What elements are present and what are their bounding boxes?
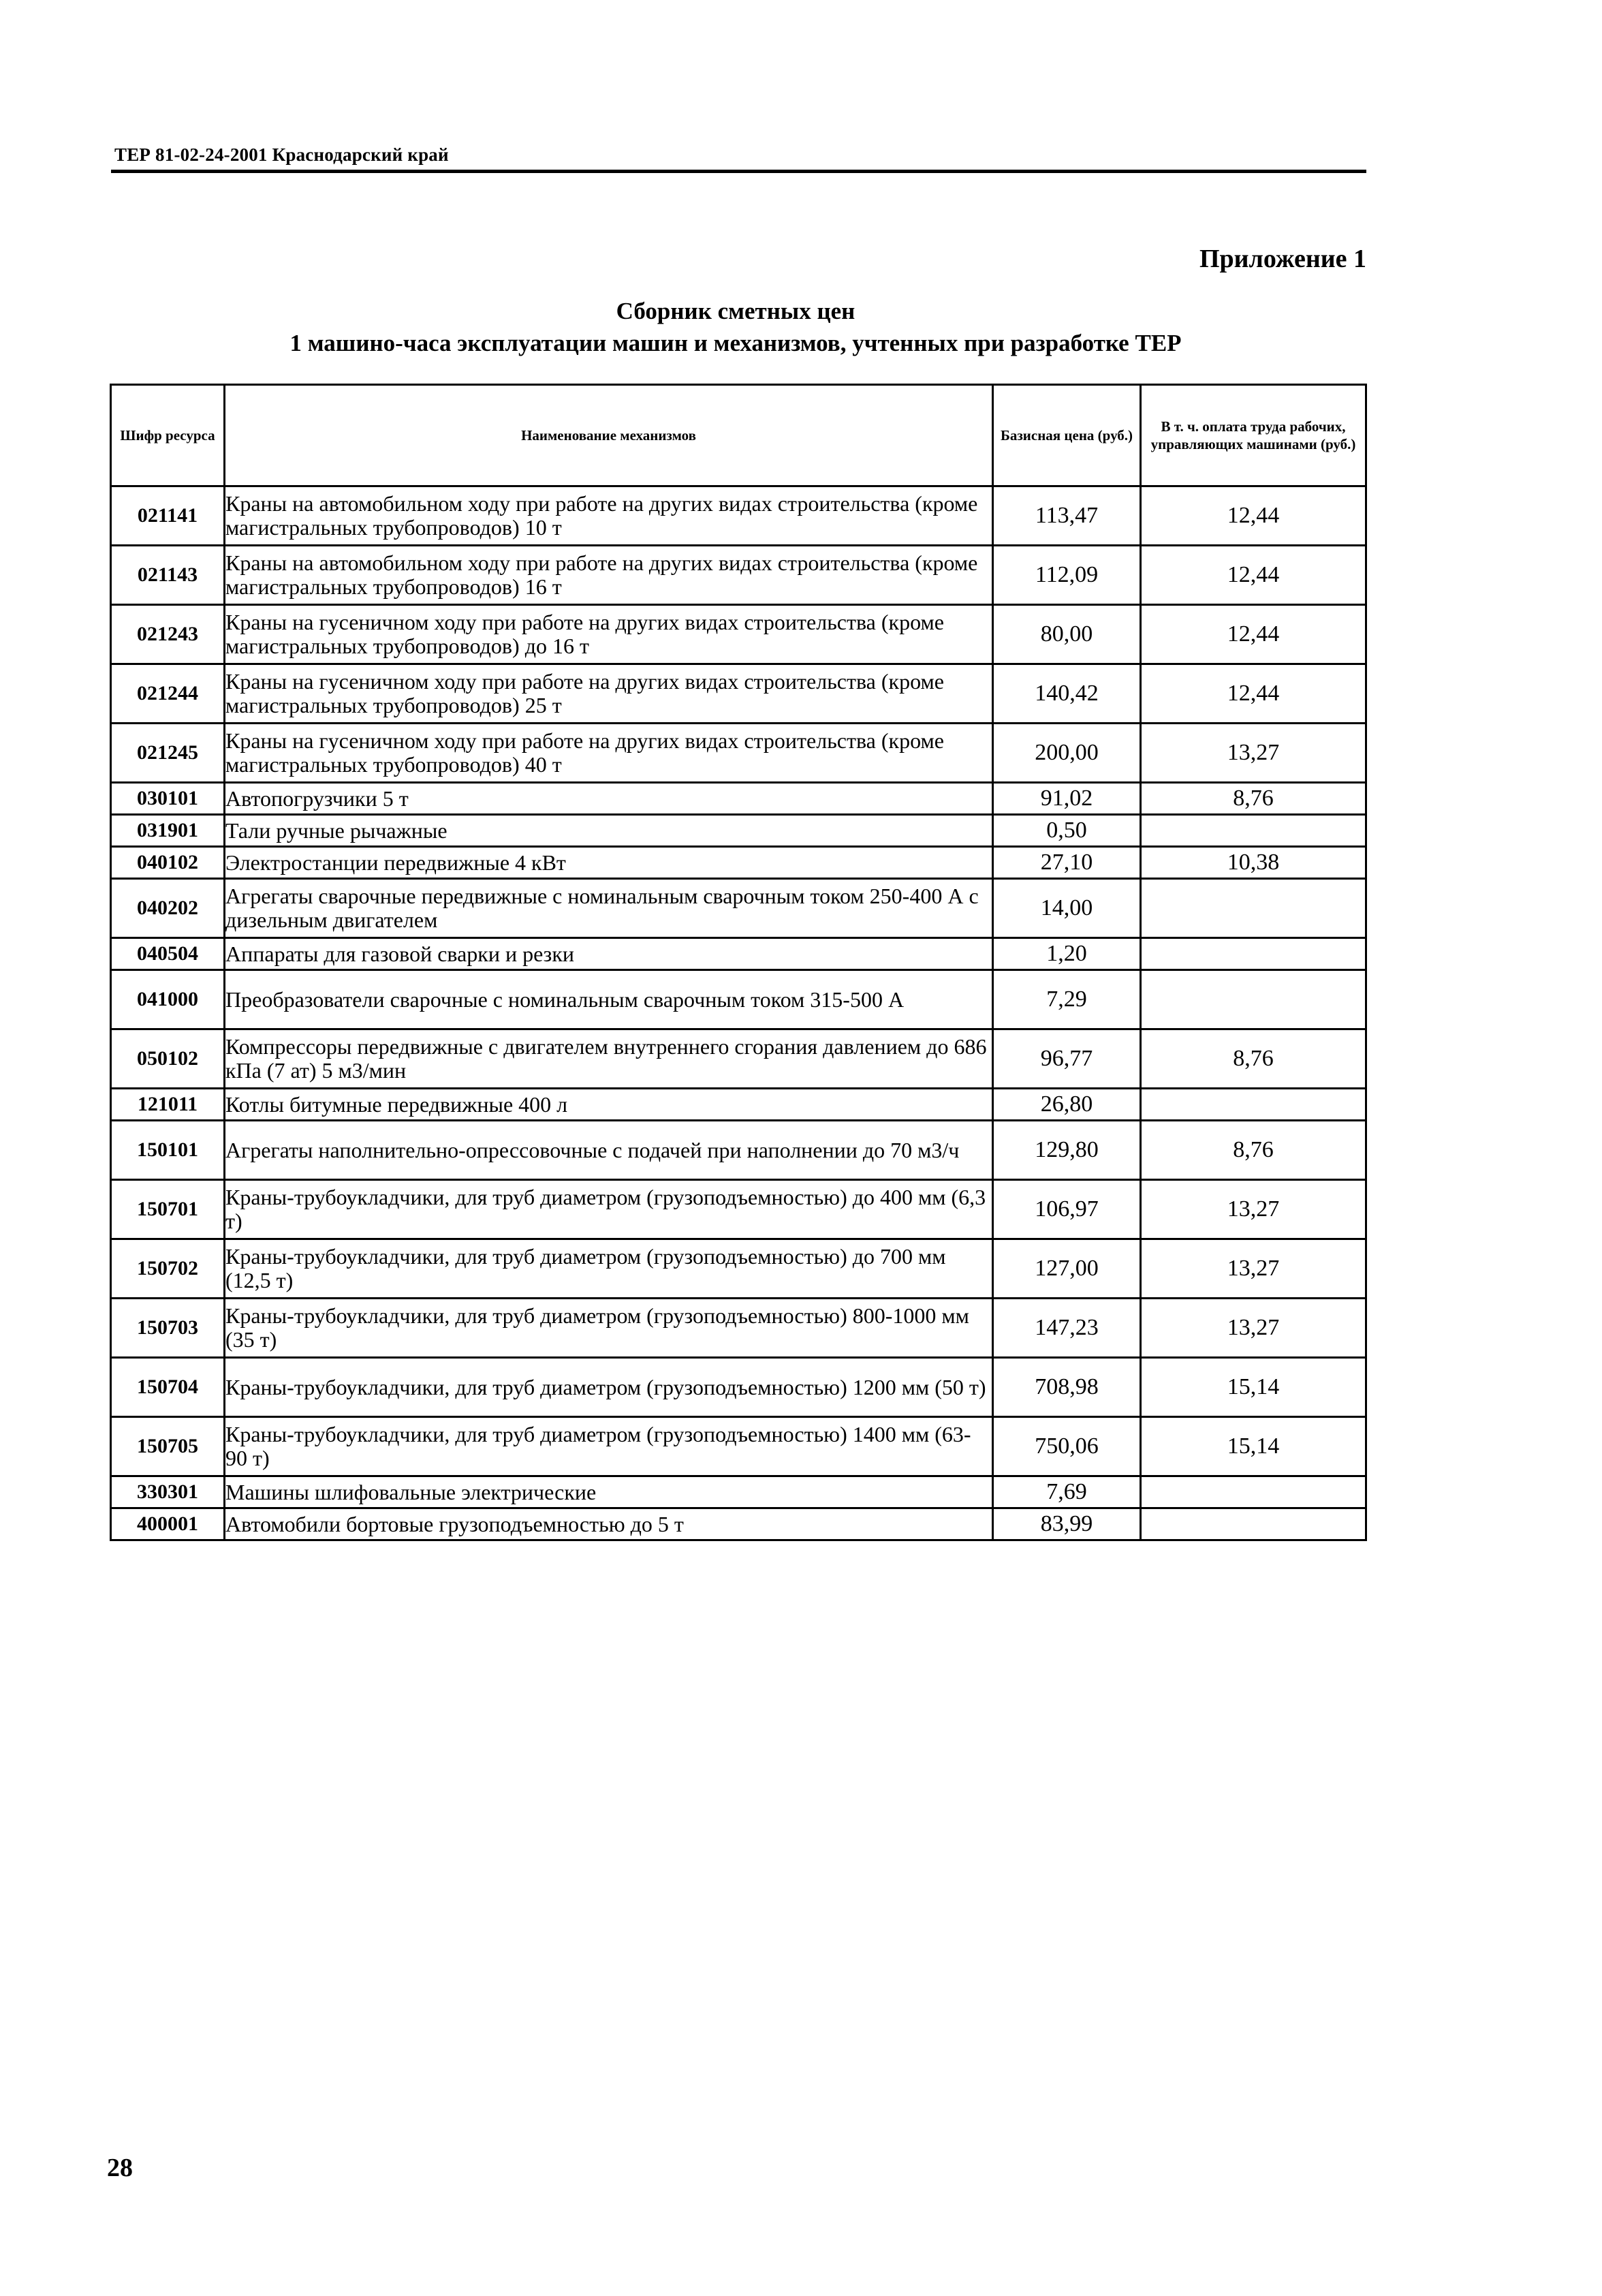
resource-code-cell: 050102 [111,1029,225,1089]
table-row [111,1476,1366,1508]
wage-cell: 15,14 [1141,1358,1366,1417]
table-row [111,970,1366,1029]
base-price-cell: 200,00 [993,724,1141,783]
mechanism-name-cell: Тали ручные рычажные [225,815,993,847]
resource-code-cell: 150701 [111,1180,225,1239]
resource-code-cell: 021245 [111,724,225,783]
table-row [111,1239,1366,1299]
table-row [111,815,1366,847]
mechanism-name-cell: Агрегаты сварочные передвижные с номинальным сварочным током 250-400 А с дизельным двигателем [225,879,993,938]
mechanism-name-cell: Автопогрузчики 5 т [225,783,993,815]
price-table [110,384,1367,1541]
column-header-name: Наименование механизмов [225,385,993,486]
wage-cell: 13,27 [1141,1180,1366,1239]
wage-cell: 12,44 [1141,664,1366,724]
wage-cell: 13,27 [1141,1299,1366,1358]
table-row [111,879,1366,938]
base-price-cell: 26,80 [993,1089,1141,1121]
resource-code-cell: 150704 [111,1358,225,1417]
doc-title-line-1: Сборник сметных цен [616,298,855,324]
resource-code-cell: 040202 [111,879,225,938]
table-row [111,847,1366,879]
table-row [111,1089,1366,1121]
mechanism-name-cell: Автомобили бортовые грузоподъемностью до 5 т [225,1508,993,1540]
table-row [111,1029,1366,1089]
mechanism-name-cell: Аппараты для газовой сварки и резки [225,938,993,970]
base-price-cell: 91,02 [993,783,1141,815]
wage-cell [1141,1508,1366,1540]
wage-cell: 12,44 [1141,486,1366,546]
resource-code-cell: 021141 [111,486,225,546]
mechanism-name-cell: Краны-трубоукладчики, для труб диаметром (грузоподъемностью) до 400 мм (6,3 т) [225,1180,993,1239]
resource-code-cell: 021244 [111,664,225,724]
resource-code-cell: 030101 [111,783,225,815]
table-body [111,486,1366,1540]
mechanism-name-cell: Краны на автомобильном ходу при работе на других видах строительства (кроме магистральных трубопроводов) 10 т [225,486,993,546]
mechanism-name-cell: Электростанции передвижные 4 кВт [225,847,993,879]
base-price-cell: 80,00 [993,605,1141,664]
mechanism-name-cell: Краны на гусеничном ходу при работе на других видах строительства (кроме магистральных трубопроводов) 40 т [225,724,993,783]
wage-cell: 8,76 [1141,1121,1366,1180]
wage-cell [1141,1089,1366,1121]
resource-code-cell: 400001 [111,1508,225,1540]
mechanism-name-cell: Машины шлифовальные электрические [225,1476,993,1508]
running-header: ТЕР 81-02-24-2001 Краснодарский край [114,144,449,165]
table-row [111,938,1366,970]
appendix-label: Приложение 1 [1199,245,1366,273]
base-price-cell: 14,00 [993,879,1141,938]
table-row [111,1417,1366,1476]
mechanism-name-cell: Преобразователи сварочные с номинальным сварочным током 315-500 А [225,970,993,1029]
table-row [111,1358,1366,1417]
mechanism-name-cell: Краны-трубоукладчики, для труб диаметром (грузоподъемностью) 1200 мм (50 т) [225,1358,993,1417]
resource-code-cell: 121011 [111,1089,225,1121]
base-price-cell: 7,29 [993,970,1141,1029]
table-row [111,1121,1366,1180]
base-price-cell: 708,98 [993,1358,1141,1417]
table-row [111,1180,1366,1239]
wage-cell: 12,44 [1141,605,1366,664]
wage-cell [1141,1476,1366,1508]
base-price-cell: 106,97 [993,1180,1141,1239]
base-price-cell: 112,09 [993,546,1141,605]
table-row [111,724,1366,783]
resource-code-cell: 031901 [111,815,225,847]
doc-title-line-2: 1 машино-часа эксплуатации машин и механизмов, учтенных при разработке ТЕР [289,330,1182,356]
resource-code-cell: 150703 [111,1299,225,1358]
mechanism-name-cell: Краны на гусеничном ходу при работе на других видах строительства (кроме магистральных трубопроводов) до 16 т [225,605,993,664]
wage-cell: 15,14 [1141,1417,1366,1476]
resource-code-cell: 150702 [111,1239,225,1299]
mechanism-name-cell: Компрессоры передвижные с двигателем внутреннего сгорания давлением до 686 кПа (7 ат) 5 м3/мин [225,1029,993,1089]
base-price-cell: 83,99 [993,1508,1141,1540]
mechanism-name-cell: Краны на гусеничном ходу при работе на других видах строительства (кроме магистральных трубопроводов) 25 т [225,664,993,724]
wage-cell: 8,76 [1141,783,1366,815]
wage-cell: 13,27 [1141,1239,1366,1299]
base-price-cell: 140,42 [993,664,1141,724]
resource-code-cell: 040102 [111,847,225,879]
base-price-cell: 7,69 [993,1476,1141,1508]
wage-cell: 8,76 [1141,1029,1366,1089]
resource-code-cell: 150705 [111,1417,225,1476]
table-row [111,605,1366,664]
wage-cell: 12,44 [1141,546,1366,605]
resource-code-cell: 330301 [111,1476,225,1508]
base-price-cell: 0,50 [993,815,1141,847]
wage-cell: 10,38 [1141,847,1366,879]
table-row [111,546,1366,605]
mechanism-name-cell: Краны-трубоукладчики, для труб диаметром (грузоподъемностью) до 700 мм (12,5 т) [225,1239,993,1299]
table-row [111,486,1366,546]
resource-code-cell: 021143 [111,546,225,605]
base-price-cell: 129,80 [993,1121,1141,1180]
table-row [111,1508,1366,1540]
table-row [111,664,1366,724]
wage-cell [1141,879,1366,938]
table-row [111,783,1366,815]
column-header-code: Шифр ресурса [111,385,225,486]
wage-cell [1141,938,1366,970]
mechanism-name-cell: Краны-трубоукладчики, для труб диаметром (грузоподъемностью) 1400 мм (63-90 т) [225,1417,993,1476]
column-header-wage: В т. ч. оплата труда рабочих, управляющих машинами (руб.) [1141,385,1366,486]
wage-cell [1141,815,1366,847]
table-row [111,1299,1366,1358]
mechanism-name-cell: Агрегаты наполнительно-опрессовочные с подачей при наполнении до 70 м3/ч [225,1121,993,1180]
wage-cell [1141,970,1366,1029]
mechanism-name-cell: Котлы битумные передвижные 400 л [225,1089,993,1121]
column-header-price: Базисная цена (руб.) [993,385,1141,486]
resource-code-cell: 040504 [111,938,225,970]
base-price-cell: 96,77 [993,1029,1141,1089]
base-price-cell: 750,06 [993,1417,1141,1476]
resource-code-cell: 041000 [111,970,225,1029]
base-price-cell: 27,10 [993,847,1141,879]
base-price-cell: 1,20 [993,938,1141,970]
wage-cell: 13,27 [1141,724,1366,783]
table-header-row [111,385,1366,486]
page-number: 28 [107,2154,133,2182]
resource-code-cell: 150101 [111,1121,225,1180]
header-rule [111,170,1366,173]
base-price-cell: 127,00 [993,1239,1141,1299]
resource-code-cell: 021243 [111,605,225,664]
base-price-cell: 147,23 [993,1299,1141,1358]
mechanism-name-cell: Краны на автомобильном ходу при работе на других видах строительства (кроме магистральных трубопроводов) 16 т [225,546,993,605]
base-price-cell: 113,47 [993,486,1141,546]
mechanism-name-cell: Краны-трубоукладчики, для труб диаметром (грузоподъемностью) 800-1000 мм (35 т) [225,1299,993,1358]
